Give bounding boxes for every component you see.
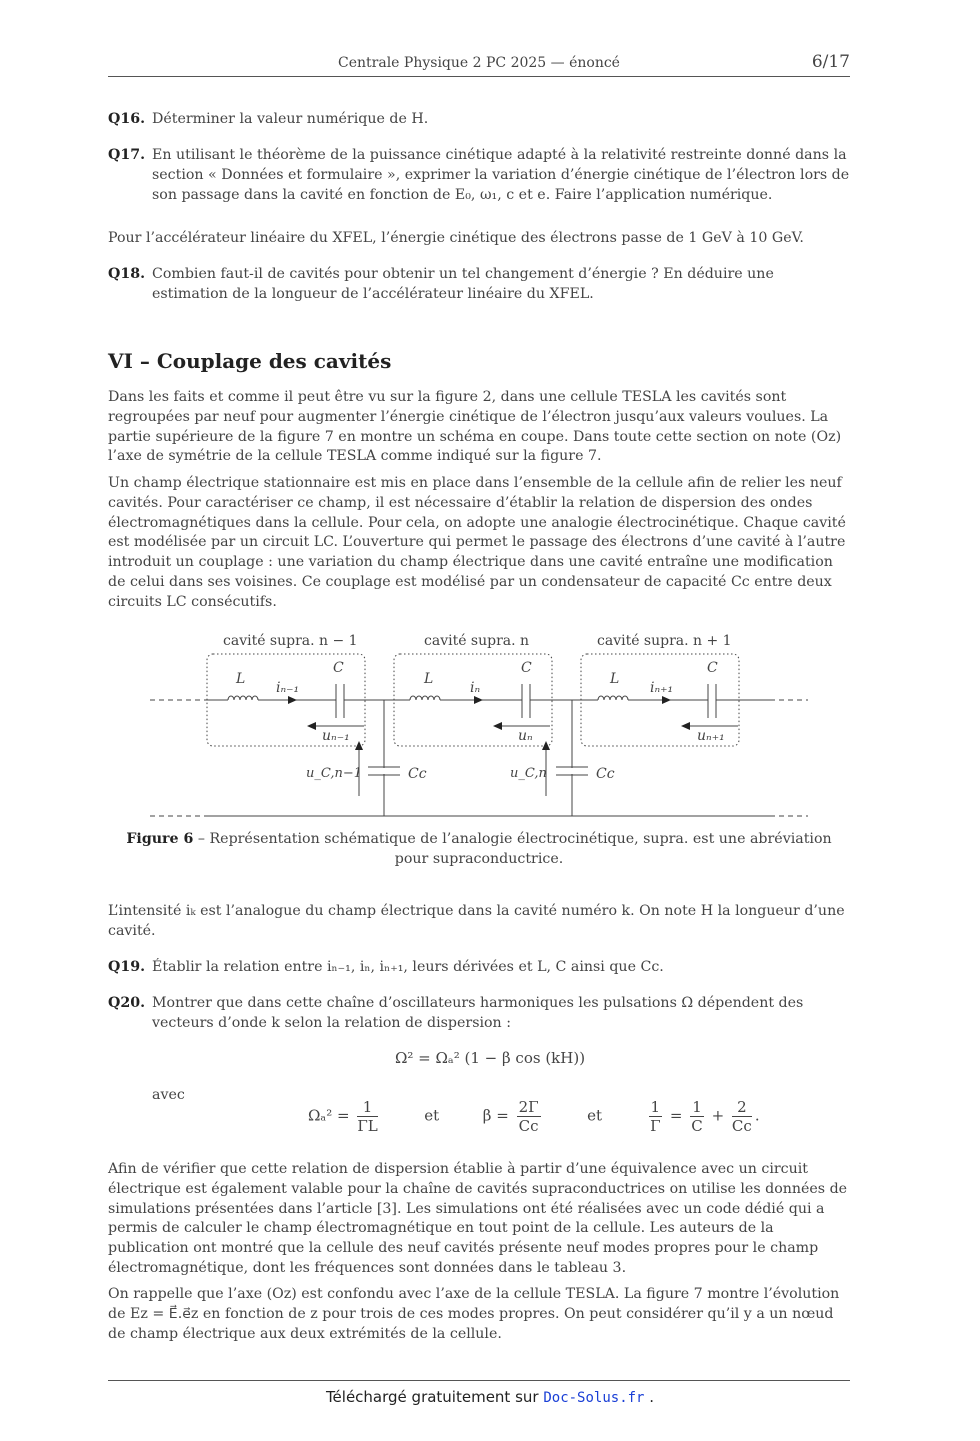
question-number: Q18. [108,266,146,282]
coupling-voltage-label: u_C,n−1 [306,766,363,781]
inductor-label: L [424,671,434,687]
fraction [357,1098,377,1135]
fraction [517,1098,541,1135]
section-number: VI [108,349,133,373]
fraction [732,1098,752,1135]
question-20 [108,994,850,1034]
voltage-arrow [307,722,316,730]
circuit-figure [140,628,820,828]
cell-label: cavité supra. n [424,633,530,649]
fraction [649,1098,663,1135]
inductor-label: L [236,671,246,687]
voltage-label: uₙ₋₁ [322,728,350,744]
paragraph-xfel: Pour l’accélérateur linéaire du XFEL, l’énergie cinétique des électrons passe de 1 GeV à 10 GeV. [108,230,804,246]
figure-caption [108,830,850,870]
question-number: Q19. [108,959,146,975]
denominator: ΓL [357,1117,378,1135]
current-arrow [474,696,483,704]
footer-end: . [644,1388,655,1406]
section-heading: VI – Couplage des cavités [108,349,392,373]
cell-label: cavité supra. n + 1 [597,633,732,649]
question-16 [108,110,850,130]
voltage-arrow [681,722,690,730]
paragraph-4: Afin de vérifier que cette relation de dispersion établie à partir d’une équivalence avec un circuit électrique est également valable pour la chaîne de cavités supraconductrices on utilise les données de simulations présentées dans l’article [3]. Les simulations ont été réalisées avec un code dédié qui a permis de calculer le champ électromagnétique en tout point de la cellule. Les auteurs de la publication ont montré que la cellule des neuf cavités présente neuf modes propres pour le champ électromagnétique, dont les fréquences sont données dans le tableau 3. [108,1161,848,1276]
doc-solus-link[interactable]: Doc-Solus.fr [543,1390,645,1406]
question-19 [108,958,850,978]
question-17 [108,146,850,205]
voltage-arrow [542,741,550,750]
current-label: iₙ [470,680,481,696]
current-arrow [662,696,671,704]
question-text: Montrer que dans cette chaîne d’oscillateurs harmoniques les pulsations Ω dépendent des vecteurs d’onde k selon la relation de dispersion : [152,995,804,1031]
question-18 [108,265,850,305]
question-number: Q16. [108,111,146,127]
et-word: et [424,1106,440,1125]
paragraph-3: L’intensité iₖ est l’analogue du champ électrique dans la cavité numéro k. On note H la longueur d’une cavité. [108,903,845,939]
question-number: Q20. [108,995,146,1011]
coupling-voltage-label: u_C,n [510,766,547,781]
caption-text: – Représentation schématique de l’analogie électrocinétique, supra. est une abréviation pour supraconductrice. [193,831,832,867]
fraction [690,1098,704,1135]
page-number: 6/17 [811,52,850,72]
coupling-capacitor-label: Cc [408,766,427,782]
voltage-label: uₙ₊₁ [697,728,725,744]
voltage-label: uₙ [518,728,533,744]
current-arrow [288,696,297,704]
paragraph-2: Un champ électrique stationnaire est mis en place dans l’ensemble de la cellule afin de relier les neuf cavités. Pour caractériser ce champ, il est nécessaire d’établir la relation de dispersion des ondes électromagnétiques dans la cellule. Pour cela, on adopte une analogie électrocinétique. Chaque cavité est modélisée par un circuit LC. L’ouverture qui permet le passage des électrons d’une cavité à l’autre introduit un couplage : une variation du champ électrique dans une cavité entraîne une modification de celui dans ses voisines. Ce couplage est modélisé par un condensateur de capacité Cc entre deux circuits LC consécutifs. [108,475,846,610]
caption-label: Figure 6 [126,831,194,847]
current-label: iₙ₊₁ [650,680,674,696]
numerator: 2Γ [518,1098,539,1116]
question-text: En utilisant le théorème de la puissance cinétique adapté à la relativité restreinte donné dans la section « Données et formulaire », exprimer la variation d’énergie cinétique de l’électron lors de son passage dans la cavité en fonction de E₀, ω₁, c et e. Faire l’application numérique. [152,147,850,203]
et-word: et [587,1106,602,1125]
voltage-arrow [355,741,363,750]
avec-label: avec [152,1087,185,1103]
section-title: Couplage des cavités [156,349,392,373]
footer-text: Téléchargé gratuitement sur [325,1388,544,1406]
denominator: Cc [518,1117,539,1135]
coupling-capacitor-label: Cc [596,766,615,782]
paragraph-5: On rappelle que l’axe (Oz) est confondu avec l’axe de la cellule TESLA. La figure 7 montre l’évolution de Ez = E⃗.e⃗z en fonction de z pour trois de ces modes propres. On peut considérer qu’il y a un nœud de champ électrique aux deux extrémités de la cellule. [108,1286,840,1342]
capacitor-label: C [521,660,532,676]
plus-sign: + [711,1106,725,1125]
omega-lhs: Ωₐ² = [308,1106,350,1125]
footer [0,1388,980,1406]
numerator: 2 [732,1098,752,1117]
dispersion-equation: Ω² = Ωₐ² (1 − β cos (kH)) [394,1049,586,1067]
denominator: Cc [731,1117,752,1135]
equals-sign: = [669,1106,683,1125]
denominator: Γ [650,1117,661,1135]
question-number: Q17. [108,147,146,163]
cell-label: cavité supra. n − 1 [223,633,358,649]
numerator: 1 [357,1098,377,1117]
footer-divider [108,1380,850,1381]
question-text: Combien faut-il de cavités pour obtenir un tel changement d’énergie ? En déduire une estimation de la longueur de l’accélérateur linéaire du XFEL. [152,266,774,302]
definitions-equation [308,1098,760,1135]
voltage-arrow [493,722,502,730]
inductor-label: L [610,671,620,687]
period: . [754,1106,760,1125]
current-label: iₙ₋₁ [276,680,300,696]
question-text: Établir la relation entre iₙ₋₁, iₙ, iₙ₊₁, leurs dérivées et L, C ainsi que Cc. [152,959,664,975]
numerator: 1 [650,1098,661,1116]
paragraph-1: Dans les faits et comme il peut être vu sur la figure 2, dans une cellule TESLA les cavités sont regroupées par neuf pour augmenter l’énergie cinétique de l’électron jusqu’aux valeurs voulues. La partie supérieure de la figure 7 en montre un schéma en coupe. Dans toute cette section on note (Oz) l’axe de symétrie de la cellule TESLA comme indiqué sur la figure 7. [108,389,842,465]
numerator: 1 [692,1098,702,1116]
beta-lhs: β = [482,1106,509,1125]
question-text: Déterminer la valeur numérique de H. [152,111,429,127]
denominator: C [691,1117,703,1135]
page-header [108,52,850,77]
capacitor-label: C [333,660,344,676]
capacitor-label: C [707,660,718,676]
header-title: Centrale Physique 2 PC 2025 — énoncé [338,55,620,71]
